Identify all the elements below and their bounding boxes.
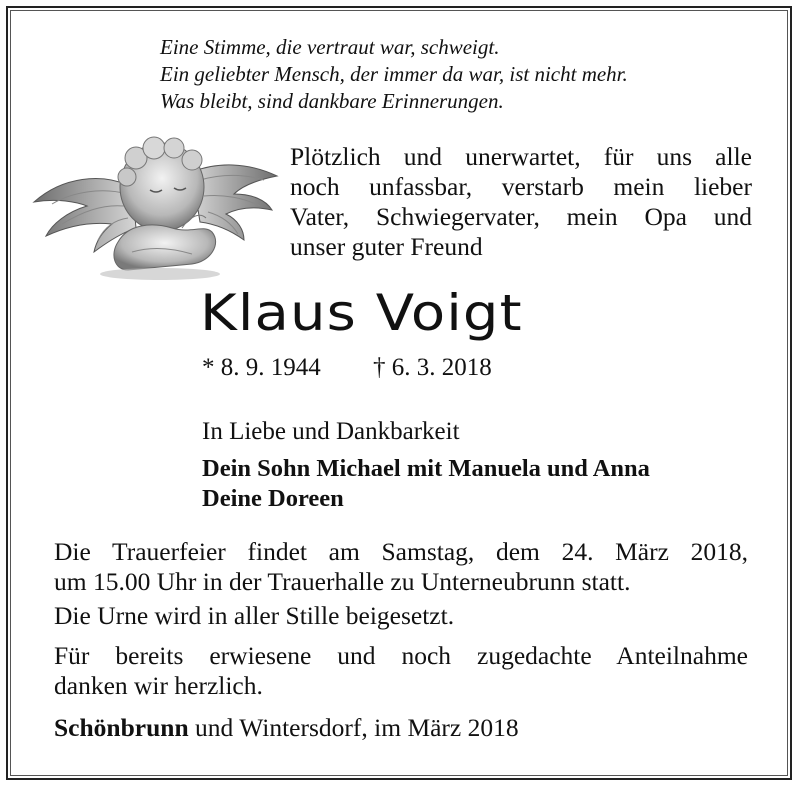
- deceased-name: Klaus Voigt: [200, 284, 523, 342]
- dedication: In Liebe und Dankbarkeit: [202, 418, 460, 445]
- place-rest: und Wintersdorf, im März 2018: [188, 713, 519, 742]
- notice-line: Die Urne wird in aller Stille beigesetzt.: [54, 601, 455, 630]
- cherub-angel-icon: [32, 132, 282, 282]
- poem-line: Eine Stimme, die vertraut war, schweigt.: [160, 35, 500, 59]
- notice-line: danken wir herzlich.: [54, 671, 263, 700]
- place-name: Schönbrunn: [54, 713, 189, 742]
- poem-line: Was bleibt, sind dankbare Erinnerungen.: [160, 89, 504, 113]
- mourner-line: Deine Doreen: [202, 485, 344, 512]
- poem-line: Ein geliebter Mensch, der immer da war, ist nicht mehr.: [160, 62, 628, 86]
- death-date: † 6. 3. 2018: [373, 354, 492, 381]
- place-date-line: [54, 713, 748, 743]
- intro-line: Plötzlich und unerwartet, für uns alle: [290, 142, 752, 171]
- place-date: [54, 713, 748, 743]
- birth-date: * 8. 9. 1944: [202, 354, 321, 381]
- notice-line: um 15.00 Uhr in der Trauerhalle zu Unterneubrunn statt.: [54, 567, 631, 596]
- intro-line: unser guter Freund: [290, 232, 483, 261]
- funeral-notice: [54, 537, 748, 597]
- intro-line: Vater, Schwiegervater, mein Opa und: [290, 202, 752, 231]
- intro-line: noch unfassbar, verstarb mein lieber: [290, 172, 752, 201]
- urn-notice: [54, 601, 748, 631]
- mourner-line: Dein Sohn Michael mit Manuela und Anna: [202, 455, 650, 482]
- thanks-notice: [54, 641, 748, 701]
- life-dates: [202, 354, 492, 382]
- notice-line: Die Trauerfeier findet am Samstag, dem 24. März 2018,: [54, 537, 748, 566]
- poem: [160, 34, 628, 115]
- intro-text: [290, 142, 752, 262]
- notice-line: Für bereits erwiesene und noch zugedachte Anteilnahme: [54, 641, 748, 670]
- mourners: [202, 454, 650, 514]
